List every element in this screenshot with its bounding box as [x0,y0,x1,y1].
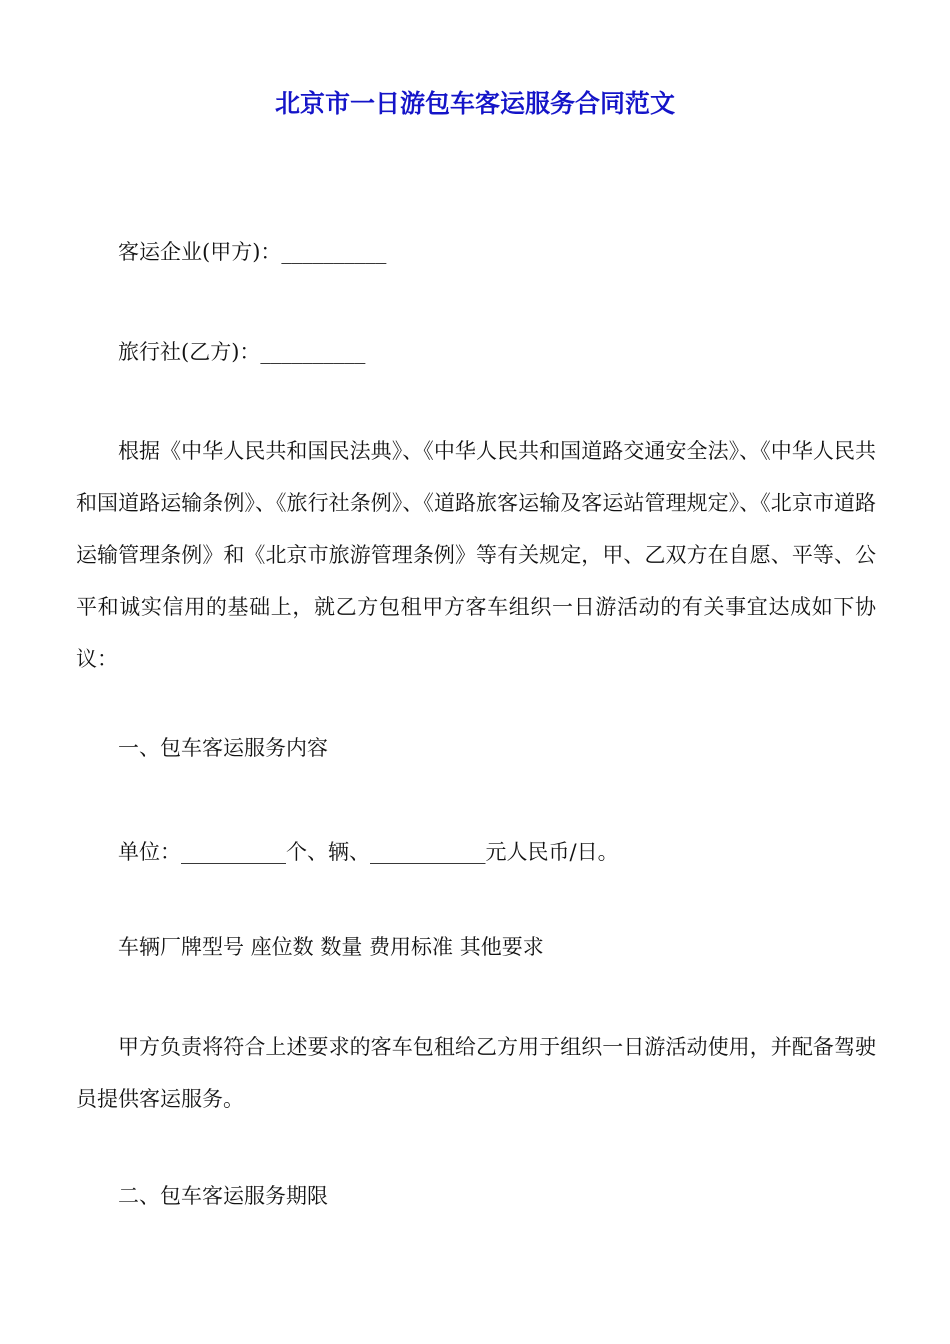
party-b-line: 旅行社(乙方)：__________ [118,340,366,364]
section-1-heading: 一、包车客运服务内容 [118,736,328,760]
section-2-heading: 二、包车客运服务期限 [118,1184,328,1208]
party-a-line: 客运企业(甲方)：__________ [118,240,387,264]
preamble-paragraph: 根据《中华人民共和国民法典》、《中华人民共和国道路交通安全法》、《中华人民共和国道路运输条例》、《旅行社条例》、《道路旅客运输及客运站管理规定》、《北京市道路运输管理条例》和《北京市旅游管理条例》等有关规定，甲、乙双方在自愿、平等、公平和诚实信用的基础上，就乙方包租甲方客车组织一日游活动的有关事宜达成如下协议： [76,439,876,671]
service-paragraph: 甲方负责将符合上述要求的客车包租给乙方用于组织一日游活动使用，并配备驾驶员提供客运服务。 [76,1035,876,1111]
document-title: 北京市一日游包车客运服务合同范文 [274,89,675,118]
vehicle-table-header: 车辆厂牌型号 座位数 数量 费用标准 其他要求 [118,935,544,959]
unit-line: 单位：__________个、辆、___________元人民币/日。 [118,840,619,864]
